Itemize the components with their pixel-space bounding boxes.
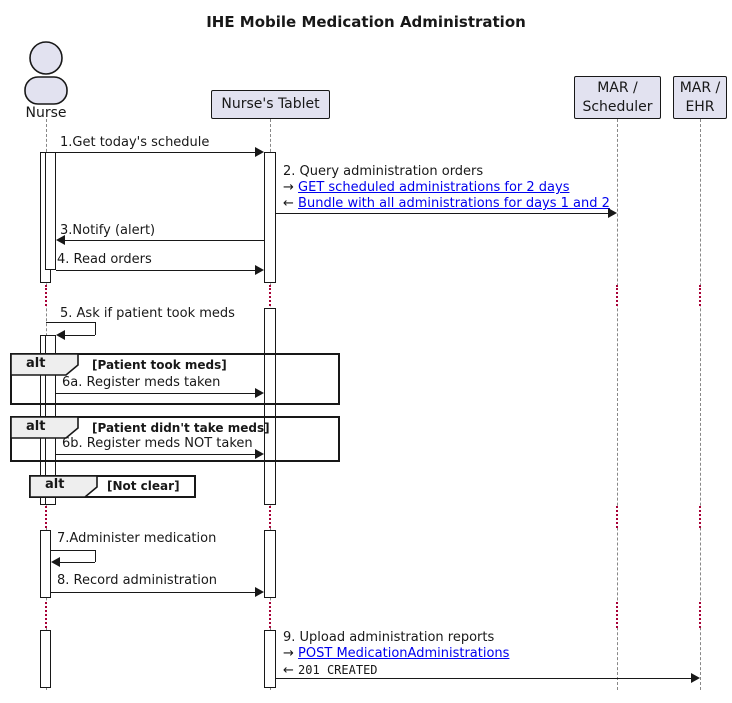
delay-dots-scheduler-1 [616, 285, 618, 306]
message-5-arrowhead [56, 330, 65, 340]
activation-nurse-c [40, 530, 51, 598]
ehr-label-line1: MAR / [679, 79, 721, 96]
message-4-arrowhead [255, 265, 264, 275]
ehr-label-line2: EHR [685, 98, 715, 115]
message-8-line [51, 592, 255, 593]
message-7-label: 7.Administer medication [57, 531, 217, 546]
message-2-arrowhead [608, 208, 617, 218]
link-post-medicationadministrations[interactable]: POST MedicationAdministrations [298, 646, 510, 661]
delay-dots-tablet-3 [269, 602, 271, 628]
message-9-line [276, 678, 691, 679]
message-2-block [283, 164, 610, 212]
alt-frame-3-condition: [Not clear] [107, 479, 180, 493]
activation-tablet-b [264, 308, 276, 505]
message-5-label: 5. Ask if patient took meds [60, 306, 235, 321]
message-6b-line [56, 454, 255, 455]
message-9-status-code: 201 CREATED [298, 663, 378, 677]
message-6b-arrowhead [255, 449, 264, 459]
delay-dots-ehr-1 [699, 285, 701, 306]
message-1-arrowhead [255, 147, 264, 157]
scheduler-label-line1: MAR / [597, 79, 638, 96]
message-6a-arrowhead [255, 388, 264, 398]
participant-scheduler-label [582, 79, 652, 117]
delay-dots-scheduler-3 [616, 602, 618, 628]
link-bundle-administrations[interactable]: Bundle with all administrations for days 1 and 2 [298, 196, 610, 211]
message-9-block [283, 630, 509, 679]
delay-dots-nurse-3 [45, 602, 47, 628]
activation-tablet-a [264, 152, 276, 283]
message-5-line-down [95, 322, 96, 335]
message-6a-label: 6a. Register meds taken [62, 375, 221, 390]
message-6a-line [56, 393, 255, 394]
message-3-line [65, 240, 264, 241]
message-8-label: 8. Record administration [57, 573, 218, 588]
message-9-label: 9. Upload administration reports [283, 630, 495, 645]
participant-tablet-label: Nurse's Tablet [221, 96, 320, 112]
message-7-line-down [95, 550, 96, 562]
message-7-arrowhead [51, 557, 60, 567]
delay-band-1 [0, 285, 732, 306]
participant-tablet [211, 90, 330, 119]
activation-nurse-a-inner [45, 152, 56, 270]
left-arrow-glyph: ← [283, 663, 294, 678]
message-4-line [56, 270, 255, 271]
delay-dots-nurse-1 [45, 285, 47, 306]
message-1-label: 1.Get today's schedule [60, 135, 210, 150]
delay-dots-scheduler-2 [616, 506, 618, 528]
alt-frame-1-condition: [Patient took meds] [92, 358, 227, 372]
message-7-line-back [60, 562, 95, 563]
message-3-label: 3.Notify (alert) [60, 223, 156, 238]
alt-frame-1-keyword: alt [26, 356, 46, 371]
right-arrow-glyph: → [283, 646, 294, 661]
message-7-line-out [51, 550, 95, 551]
right-arrow-glyph: → [283, 180, 294, 195]
activation-nurse-d [40, 630, 51, 688]
message-2-response [283, 196, 610, 212]
message-2-request [283, 180, 610, 196]
link-get-scheduled-administrations[interactable]: GET scheduled administrations for 2 days [298, 180, 570, 195]
delay-dots-nurse-2 [45, 506, 47, 528]
activation-tablet-c [264, 530, 276, 598]
message-3-arrowhead [56, 235, 65, 245]
delay-dots-ehr-2 [699, 506, 701, 528]
message-1-line [56, 152, 255, 153]
alt-frame-2-keyword: alt [26, 419, 46, 434]
alt-frame-2-condition: [Patient didn't take meds] [92, 421, 270, 435]
message-9-response [283, 662, 509, 679]
message-9-arrowhead [691, 673, 700, 683]
left-arrow-glyph: ← [283, 196, 294, 211]
message-2-line [276, 213, 608, 214]
delay-band-3 [0, 602, 732, 628]
message-5-line-back [65, 335, 95, 336]
nurse-label: Nurse [25, 105, 67, 121]
activation-tablet-d [264, 630, 276, 688]
message-9-request [283, 646, 509, 662]
delay-dots-ehr-3 [699, 602, 701, 628]
participant-ehr [673, 76, 727, 119]
participant-scheduler [574, 76, 661, 119]
delay-dots-tablet-1 [269, 285, 271, 306]
participant-ehr-label [680, 79, 721, 117]
delay-dots-tablet-2 [269, 506, 271, 528]
message-2-label: 2. Query administration orders [283, 164, 484, 179]
diagram-title: IHE Mobile Medication Administration [206, 13, 526, 31]
alt-frame-3-keyword: alt [45, 477, 65, 492]
message-4-label: 4. Read orders [57, 252, 152, 267]
scheduler-label-line2: Scheduler [582, 98, 653, 115]
message-6b-label: 6b. Register meds NOT taken [62, 436, 253, 451]
message-8-arrowhead [255, 587, 264, 597]
message-5-line-out [46, 322, 95, 323]
nurse-person-icon [22, 40, 70, 106]
delay-band-2 [0, 506, 732, 528]
